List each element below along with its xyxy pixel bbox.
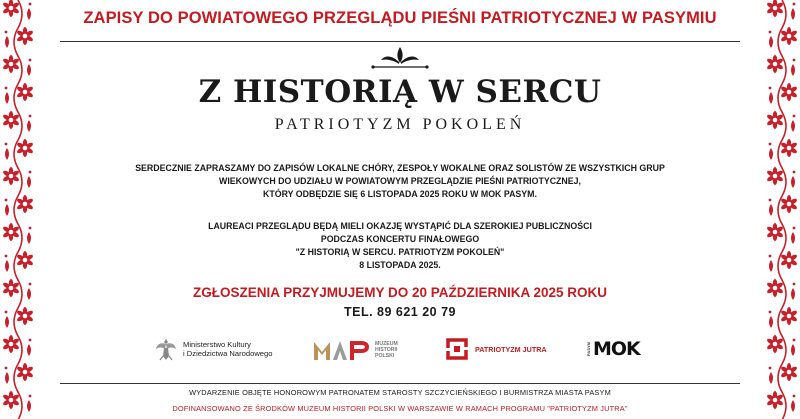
invitation-line: WIEKOWYCH DO UDZIAŁU W POWIATOWYM PRZEGLĄDZIE PIEŚNI PATRIOTYCZNEJ,: [219, 176, 581, 186]
laureates-line: LAUREACI PRZEGLĄDU BĘDĄ MIELI OKAZJĘ WYSTĄPIĆ DLA SZEROKIEJ PUBLICZNOŚCI: [208, 221, 592, 231]
fleuron-ornament-icon: [370, 46, 430, 72]
registration-deadline: ZGŁOSZENIA PRZYJMUJEMY DO 20 PAŹDZIERNIKA 2025 ROKU: [192, 285, 608, 300]
mhp-mark-icon: [313, 338, 371, 362]
laureates-paragraph: [70, 220, 730, 272]
divider-top: [60, 41, 740, 42]
mok-logo-text: MOK: [593, 338, 640, 360]
contact-phone: TEL. 89 621 20 79: [343, 305, 457, 319]
mok-logo-small: PASYM: [586, 342, 591, 356]
patriotyzm-jutra-mark-icon: [446, 338, 468, 360]
ministry-culture-logo: [155, 336, 272, 362]
event-subtitle: PATRIOTYZM POKOLEŃ: [274, 116, 526, 133]
laureates-line: 8 LISTOPADA 2025.: [359, 260, 441, 270]
page-title: ZAPISY DO POWIATOWEGO PRZEGLĄDU PIEŚNI PATRIOTYCZNEJ W PASYMIU: [83, 9, 717, 27]
folk-ornament-border-left: [0, 0, 36, 419]
mhp-logo-line: MUZEUM: [375, 340, 398, 347]
mhp-logo-line: HISTORII: [375, 346, 398, 353]
laureates-line: "Z HISTORIĄ W SERCU. PATRIOTYZM POKOLEŃ": [295, 247, 505, 257]
patriotyzm-jutra-label: PATRIOTYZM JUTRA: [475, 344, 547, 354]
event-title: Z HISTORIĄ W SERCU: [198, 74, 602, 110]
invitation-line: KTÓRY ODBĘDZIE SIĘ 6 LISTOPADA 2025 ROKU W MOK PASYM.: [263, 189, 537, 199]
mok-pasym-logo: [586, 338, 640, 360]
invitation-paragraph: [70, 162, 730, 201]
laureates-line: PODCZAS KONCERTU FINAŁOWEGO: [320, 234, 480, 244]
folk-ornament-border-right: [764, 0, 800, 419]
ministry-logo-line: Ministerstwo Kultury: [183, 339, 251, 349]
eagle-emblem-icon: [155, 336, 177, 362]
muzeum-historii-polski-logo: [313, 338, 398, 362]
divider-bottom: [60, 383, 740, 384]
patriotyzm-jutra-logo: [446, 338, 547, 360]
patronage-note: WYDARZENIE OBJĘTE HONOROWYM PATRONATEM STAROSTY SZCZYCIEŃSKIEGO I BURMISTRZA MIASTA PASYM: [189, 388, 611, 397]
ministry-logo-line: i Dziedzictwa Narodowego: [183, 349, 273, 358]
mhp-logo-line: POLSKI: [375, 353, 395, 360]
funding-note: DOFINANSOWANO ZE ŚRODKÓW MUZEUM HISTORII POLSKI W WARSZAWIE W RAMACH PROGRAMU "PATRIOTYZM JUTRA": [172, 404, 628, 413]
invitation-line: SERDECZNIE ZAPRASZAMY DO ZAPISÓW LOKALNE CHÓRY, ZESPOŁY WOKALNE ORAZ SOLISTÓW ZE WSZYSTKICH GRUP: [135, 163, 665, 173]
